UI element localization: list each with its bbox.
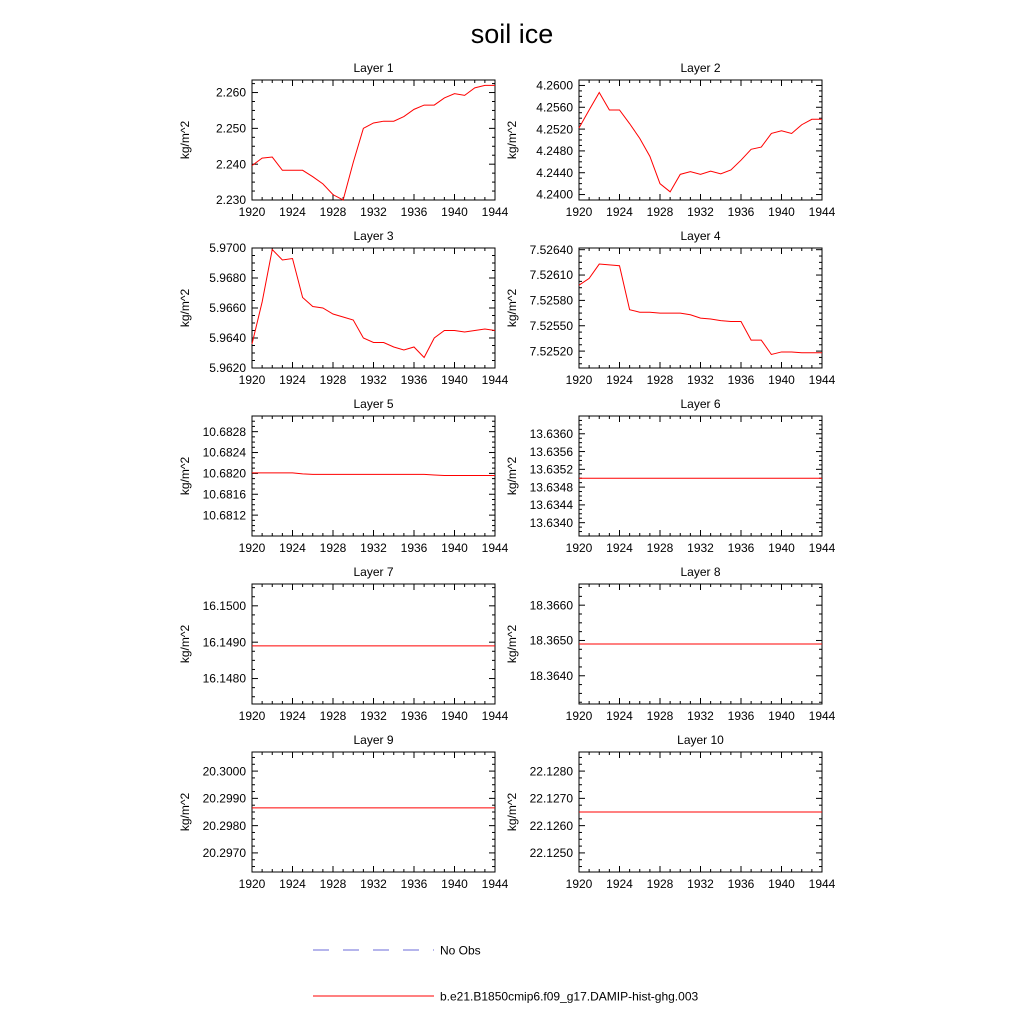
x-tick-label: 1932	[360, 541, 387, 555]
y-tick-label: 13.6356	[529, 444, 573, 459]
y-tick-label: 10.6820	[202, 466, 246, 481]
x-tick-label: 1920	[238, 541, 266, 555]
y-tick-label: 13.6352	[529, 462, 573, 477]
series-line	[579, 93, 822, 192]
plot-frame	[252, 248, 495, 368]
x-tick-label: 1940	[768, 541, 795, 555]
panel-title: Layer 6	[680, 397, 721, 411]
y-tick-label: 16.1480	[202, 671, 246, 686]
x-tick-label: 1920	[238, 877, 266, 891]
x-tick-label: 1936	[400, 709, 428, 723]
x-tick-label: 1944	[481, 373, 509, 387]
y-tick-label: 5.9700	[209, 241, 246, 256]
y-tick-label: 4.2400	[536, 187, 573, 202]
x-tick-label: 1940	[441, 373, 468, 387]
y-tick-label: 5.9640	[209, 331, 246, 346]
x-tick-label: 1924	[606, 877, 633, 891]
x-tick-label: 1928	[646, 373, 674, 387]
panel-title: Layer 10	[677, 733, 724, 747]
panel-layer-7	[178, 565, 509, 723]
x-tick-label: 1920	[238, 205, 266, 219]
x-tick-label: 1928	[319, 541, 347, 555]
y-tick-label: 22.1250	[529, 846, 573, 861]
panel-layer-6	[505, 397, 836, 555]
panel-layer-9	[178, 733, 509, 891]
x-tick-label: 1940	[441, 877, 468, 891]
y-tick-label: 7.52580	[529, 293, 573, 308]
x-tick-label: 1924	[606, 205, 633, 219]
x-tick-label: 1932	[687, 541, 714, 555]
x-tick-label: 1928	[319, 205, 347, 219]
y-tick-label: 4.2560	[536, 100, 573, 115]
y-axis-label: kg/m^2	[178, 792, 192, 832]
plot-frame	[579, 416, 822, 536]
x-tick-label: 1944	[808, 709, 836, 723]
y-tick-label: 10.6816	[202, 487, 246, 502]
x-tick-label: 1920	[238, 709, 266, 723]
x-tick-label: 1928	[646, 205, 674, 219]
y-tick-label: 22.1260	[529, 818, 573, 833]
x-tick-label: 1940	[768, 877, 795, 891]
plot-frame	[252, 752, 495, 872]
y-tick-label: 4.2480	[536, 144, 573, 159]
y-tick-label: 7.52610	[529, 268, 573, 283]
x-tick-label: 1944	[808, 877, 836, 891]
x-tick-label: 1944	[808, 541, 836, 555]
y-tick-label: 2.260	[215, 85, 246, 100]
panel-layer-1	[178, 61, 509, 219]
y-tick-label: 7.52550	[529, 318, 573, 333]
y-tick-label: 16.1500	[202, 599, 246, 614]
x-tick-label: 1920	[565, 877, 593, 891]
panel-title: Layer 7	[353, 565, 394, 579]
x-tick-label: 1932	[687, 877, 714, 891]
plot-frame	[579, 248, 822, 368]
y-tick-label: 20.2990	[202, 791, 246, 806]
x-tick-label: 1944	[481, 541, 509, 555]
legend-obs-label: No Obs	[440, 943, 481, 958]
x-tick-label: 1936	[727, 373, 755, 387]
plot-frame	[252, 584, 495, 704]
x-tick-label: 1940	[441, 709, 468, 723]
x-tick-label: 1920	[565, 541, 593, 555]
x-tick-label: 1924	[279, 709, 306, 723]
x-tick-label: 1920	[565, 205, 593, 219]
figure-title: soil ice	[470, 19, 554, 49]
y-tick-label: 18.3650	[529, 633, 573, 648]
x-tick-label: 1924	[279, 373, 306, 387]
panel-title: Layer 2	[680, 61, 721, 75]
y-tick-label: 2.240	[215, 157, 246, 172]
y-tick-label: 13.6340	[529, 515, 573, 530]
x-tick-label: 1936	[400, 373, 428, 387]
plot-frame	[252, 416, 495, 536]
x-tick-label: 1928	[646, 541, 674, 555]
x-tick-label: 1932	[687, 373, 714, 387]
x-tick-label: 1924	[279, 877, 306, 891]
x-tick-label: 1936	[727, 877, 755, 891]
plot-frame	[252, 80, 495, 200]
y-tick-label: 13.6344	[529, 498, 573, 513]
y-tick-label: 5.9680	[209, 271, 246, 286]
x-tick-label: 1936	[727, 709, 755, 723]
x-tick-label: 1924	[606, 373, 633, 387]
y-axis-label: kg/m^2	[505, 456, 519, 496]
series-line	[252, 250, 495, 358]
y-axis-label: kg/m^2	[505, 288, 519, 328]
panel-layer-10	[505, 733, 836, 891]
y-tick-label: 4.2520	[536, 122, 573, 137]
y-tick-label: 22.1280	[529, 764, 573, 779]
panel-layer-8	[505, 565, 836, 723]
y-tick-label: 16.1490	[202, 635, 246, 650]
y-tick-label: 20.3000	[202, 764, 246, 779]
y-tick-label: 4.2440	[536, 165, 573, 180]
y-axis-label: kg/m^2	[178, 288, 192, 328]
x-tick-label: 1936	[400, 205, 428, 219]
y-tick-label: 2.230	[215, 193, 246, 208]
x-tick-label: 1924	[279, 205, 306, 219]
y-tick-label: 10.6812	[202, 508, 246, 523]
panel-title: Layer 3	[353, 229, 394, 243]
y-axis-label: kg/m^2	[178, 624, 192, 664]
y-tick-label: 13.6348	[529, 480, 573, 495]
y-tick-label: 13.6360	[529, 426, 573, 441]
panel-layer-4	[505, 229, 836, 387]
panels-group	[178, 61, 836, 891]
x-tick-label: 1940	[768, 373, 795, 387]
x-tick-label: 1928	[646, 709, 674, 723]
x-tick-label: 1920	[565, 709, 593, 723]
panel-layer-5	[178, 397, 509, 555]
x-tick-label: 1944	[481, 205, 509, 219]
y-tick-label: 20.2970	[202, 846, 246, 861]
x-tick-label: 1936	[400, 877, 428, 891]
x-tick-label: 1924	[606, 541, 633, 555]
x-tick-label: 1932	[360, 373, 387, 387]
x-tick-label: 1920	[238, 373, 266, 387]
y-axis-label: kg/m^2	[505, 120, 519, 160]
x-tick-label: 1944	[808, 373, 836, 387]
panel-layer-2	[505, 61, 836, 219]
y-tick-label: 20.2980	[202, 818, 246, 833]
y-axis-label: kg/m^2	[178, 120, 192, 160]
x-tick-label: 1928	[319, 373, 347, 387]
y-tick-label: 5.9660	[209, 301, 246, 316]
panel-title: Layer 9	[353, 733, 394, 747]
x-tick-label: 1932	[687, 709, 714, 723]
x-tick-label: 1924	[279, 541, 306, 555]
panel-layer-3	[178, 229, 509, 387]
y-tick-label: 7.52520	[529, 344, 573, 359]
y-tick-label: 18.3640	[529, 668, 573, 683]
y-tick-label: 7.52640	[529, 242, 573, 257]
x-tick-label: 1944	[481, 709, 509, 723]
panel-title: Layer 5	[353, 397, 394, 411]
y-tick-label: 18.3660	[529, 598, 573, 613]
plot-frame	[579, 80, 822, 200]
x-tick-label: 1932	[687, 205, 714, 219]
x-tick-label: 1936	[400, 541, 428, 555]
x-tick-label: 1928	[319, 877, 347, 891]
y-tick-label: 10.6828	[202, 424, 246, 439]
x-tick-label: 1944	[481, 877, 509, 891]
x-tick-label: 1940	[768, 205, 795, 219]
series-line	[252, 473, 495, 476]
legend-model-label: b.e21.B1850cmip6.f09_g17.DAMIP-hist-ghg.003	[440, 989, 699, 1004]
y-tick-label: 4.2600	[536, 78, 573, 93]
x-tick-label: 1920	[565, 373, 593, 387]
legend	[313, 944, 698, 1004]
x-tick-label: 1936	[727, 205, 755, 219]
series-line	[579, 264, 822, 354]
y-tick-label: 10.6824	[202, 445, 246, 460]
series-line	[252, 85, 495, 200]
x-tick-label: 1928	[319, 709, 347, 723]
x-tick-label: 1944	[808, 205, 836, 219]
panel-title: Layer 8	[680, 565, 721, 579]
panel-title: Layer 4	[680, 229, 721, 243]
x-tick-label: 1924	[606, 709, 633, 723]
x-tick-label: 1932	[360, 877, 387, 891]
y-tick-label: 5.9620	[209, 361, 246, 376]
x-tick-label: 1936	[727, 541, 755, 555]
y-axis-label: kg/m^2	[505, 792, 519, 832]
y-tick-label: 22.1270	[529, 791, 573, 806]
x-tick-label: 1928	[646, 877, 674, 891]
x-tick-label: 1940	[441, 541, 468, 555]
y-tick-label: 2.250	[215, 121, 246, 136]
x-tick-label: 1932	[360, 205, 387, 219]
x-tick-label: 1940	[441, 205, 468, 219]
x-tick-label: 1932	[360, 709, 387, 723]
y-axis-label: kg/m^2	[505, 624, 519, 664]
panel-title: Layer 1	[353, 61, 394, 75]
x-tick-label: 1940	[768, 709, 795, 723]
y-axis-label: kg/m^2	[178, 456, 192, 496]
